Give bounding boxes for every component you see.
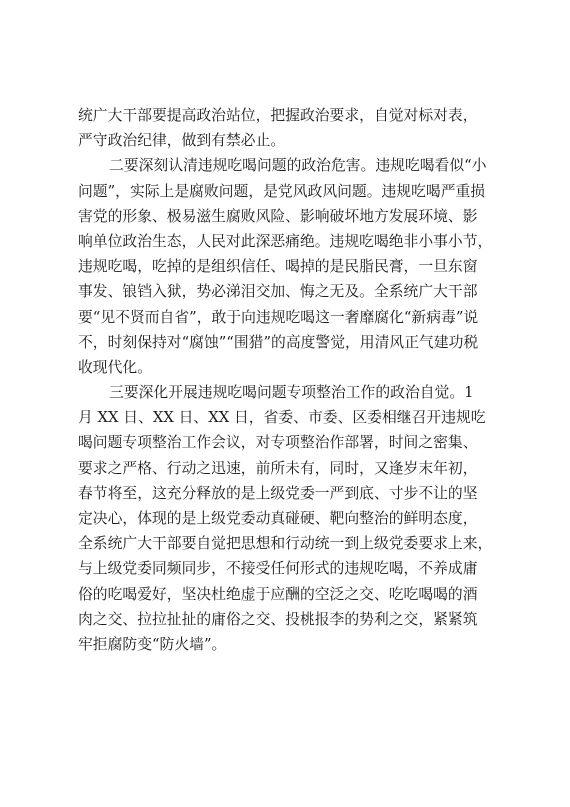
text-line: 严守政治纪律，做到有禁必止。: [78, 132, 286, 150]
paragraph-heading-line: 二要深刻认清违规吃喝问题的政治危害。违规吃喝看似“小: [109, 157, 487, 175]
text-line: 要求之严格、行动之迅速，前所未有，同时，又逢岁末年初，: [78, 459, 478, 477]
text-line: 收现代化。: [78, 358, 152, 376]
text-line: 月 XX 日、XX 日、XX 日，省委、市委、区委相继召开违规吃: [78, 409, 486, 427]
text-line: 要“见不贤而自省”，敢于向违规吃喝这一奢靡腐化“新病毒”说: [78, 308, 479, 326]
text-line: 春节将至，这充分释放的是上级党委一严到底、寸步不让的坚: [78, 484, 478, 502]
text-line: 与上级党委同频同步，不接受任何形式的违规吃喝，不养成庸: [78, 560, 478, 578]
text-line: 定决心，体现的是上级党委动真碰硬、靶向整治的鲜明态度，: [78, 510, 478, 527]
text-line: 不，时刻保持对“腐蚀”“围猎”的高度警觉，用清风正气建功税: [78, 333, 479, 351]
text-line: 问题”，实际上是腐败问题，是党风政风问题。违规吃喝严重损: [78, 182, 486, 200]
text-line: 响单位政治生态，人民对此深恶痛绝。违规吃喝绝非小事小节，: [78, 232, 493, 250]
body-text: [78, 103, 494, 657]
paragraph-heading-line: 三要深化开展违规吃喝问题专项整治工作的政治自觉。1: [109, 384, 474, 402]
text-line: 全系统广大干部要自觉把思想和行动统一到上级党委要求上来，: [78, 535, 493, 553]
text-line: 害党的形象、极易滋生腐败风险、影响破坏地方发展环境、影: [78, 207, 478, 225]
text-line: 俗的吃喝爱好，坚决杜绝虚于应酬的空泛之交、吃吃喝喝的酒: [78, 585, 478, 603]
text-line: 喝问题专项整治工作会议，对专项整治作部署，时间之密集、: [78, 434, 478, 452]
text-line: 统广大干部要提高政治站位，把握政治要求，自觉对标对表，: [78, 107, 478, 124]
text-line: 违规吃喝，吃掉的是组织信任、喝掉的是民脂民膏，一旦东窗: [78, 258, 478, 276]
text-line: 牢拒腐防变“防火墙”。: [78, 635, 227, 653]
text-line: 事发、锒铛入狱，势必涕泪交加、悔之无及。全系统广大干部: [78, 283, 478, 301]
text-line: 肉之交、拉拉扯扯的庸俗之交、投桃报李的势利之交，紧紧筑: [78, 610, 478, 628]
